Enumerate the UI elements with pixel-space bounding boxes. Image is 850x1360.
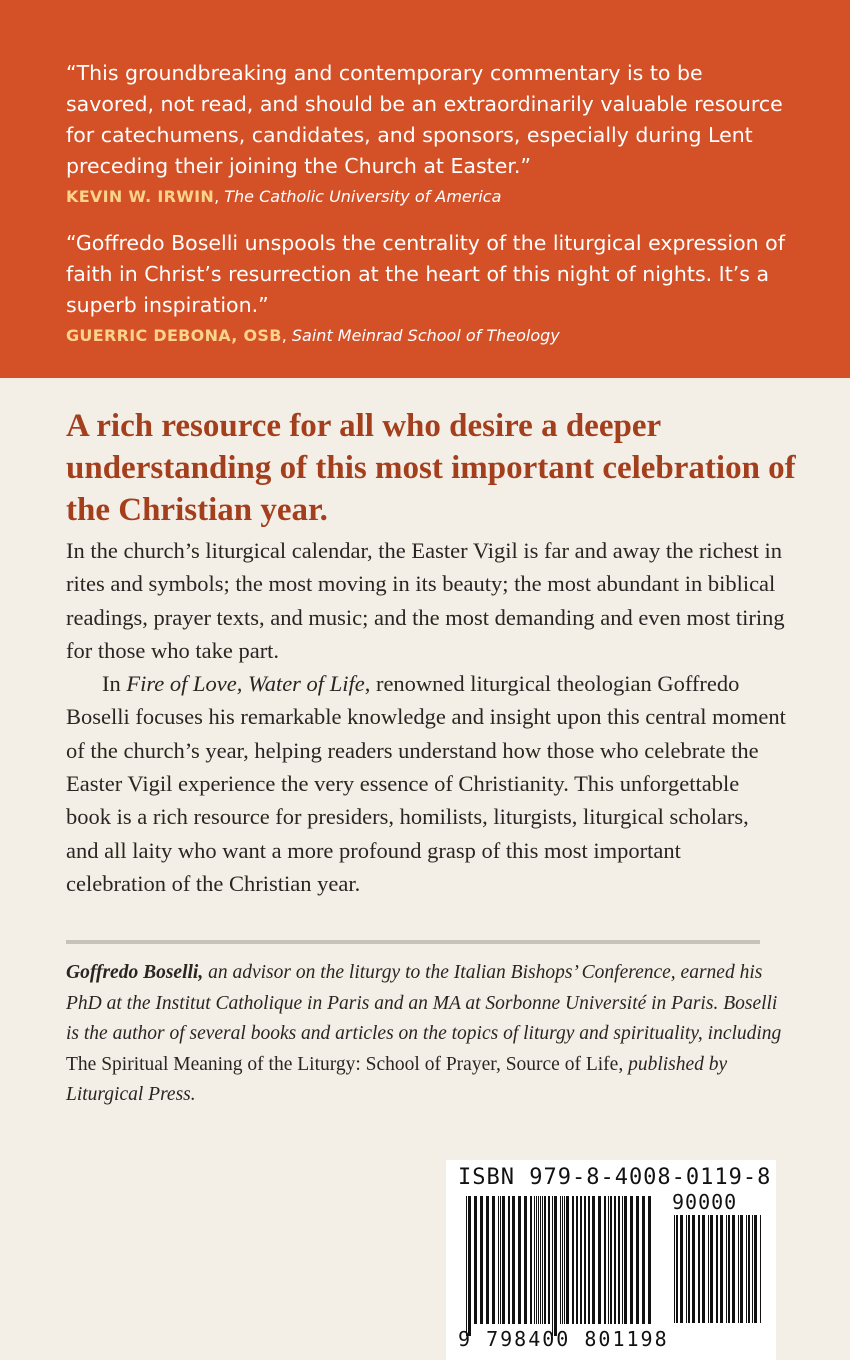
- barcode-bar: [622, 1196, 623, 1324]
- barcode-bar: [760, 1215, 761, 1323]
- quote-author-name: GUERRIC DEBONA, OSB: [66, 326, 282, 345]
- quote-author-name: KEVIN W. IRWIN: [66, 187, 215, 206]
- barcode-bar: [524, 1196, 527, 1324]
- barcode-bar: [630, 1196, 633, 1324]
- barcode-bar: [508, 1196, 510, 1324]
- author-name: Goffredo Boselli,: [66, 962, 204, 983]
- isbn-barcode: [466, 1196, 656, 1336]
- author-bio: Goffredo Boselli, an advisor on the liturgy to the Italian Bishops’ Conference, earned his PhD at the Institut Catholique in Paris and an MA at Sorbonne Université in Paris. Boselli is the author of several books and articles on the topics of liturgy and spirituality, including The Spiritual Meaning of the Liturgy: School of Prayer, Source of Life, published by Liturgical Press.: [66, 962, 782, 1105]
- barcode-bar: [554, 1196, 557, 1336]
- barcode-bar: [572, 1196, 574, 1324]
- barcode-bar: [536, 1196, 537, 1324]
- price-addon-label: 90000: [672, 1190, 738, 1214]
- barcode-bar: [552, 1196, 553, 1336]
- barcode-bar: [542, 1196, 543, 1324]
- related-book-title: The Spiritual Meaning of the Liturgy: School of Prayer, Source of Life,: [66, 1053, 624, 1075]
- barcode-bar: [566, 1196, 569, 1324]
- barcode-bar: [710, 1215, 713, 1323]
- barcode-bar: [534, 1196, 535, 1324]
- barcode-bar: [604, 1196, 606, 1324]
- quote-attribution: GUERRIC DEBONA, OSB, Saint Meinrad School of Theology: [66, 326, 560, 345]
- endorsement-quote-2: [66, 228, 796, 349]
- barcode-bar: [728, 1215, 730, 1323]
- barcode-bar: [466, 1196, 467, 1336]
- barcode-bar: [754, 1215, 757, 1323]
- barcode-bar: [716, 1215, 718, 1323]
- barcode-bar: [560, 1196, 561, 1324]
- quote-attribution: KEVIN W. IRWIN, The Catholic University of America: [66, 187, 502, 206]
- barcode-bar: [576, 1196, 578, 1324]
- barcode-bar: [726, 1215, 727, 1323]
- barcode-bar: [500, 1196, 501, 1324]
- book-description: [66, 534, 786, 900]
- barcode-bar: [502, 1196, 505, 1324]
- barcode-bar: [674, 1215, 675, 1323]
- barcode-bar: [564, 1196, 565, 1324]
- book-title: Fire of Love, Water of Life: [126, 671, 365, 697]
- barcode-bar: [540, 1196, 541, 1324]
- isbn-label: ISBN 979-8-4008-0119-8: [458, 1165, 772, 1190]
- barcode-bar: [748, 1215, 750, 1323]
- barcode-bar: [698, 1215, 700, 1323]
- headline: A rich resource for all who desire a deeper understanding of this most important celebration of the Christian year.: [66, 408, 796, 528]
- barcode-digits: 9 798400 801198: [458, 1327, 669, 1351]
- barcode-bar: [688, 1215, 690, 1323]
- quote-text: “Goffredo Boselli unspools the centrality of the liturgical expression of faith in Christ’s resurrection at the heart of this night of nights. It’s a superb inspiration.”: [66, 231, 785, 317]
- barcode-bar: [648, 1196, 651, 1324]
- barcode-bar: [740, 1215, 743, 1323]
- barcode-bar: [474, 1196, 477, 1324]
- barcode-bar: [738, 1215, 739, 1323]
- barcode-bar: [544, 1196, 546, 1324]
- barcode-bar: [562, 1196, 563, 1324]
- barcode-bar: [588, 1196, 590, 1324]
- barcode-bar: [720, 1215, 723, 1323]
- barcode-bar: [548, 1196, 550, 1324]
- description-paragraph-2: In Fire of Love, Water of Life, renowned liturgical theologian Goffredo Boselli focuses his remarkable knowledge and insight upon this central moment of the church’s year, helping readers understand how those who celebrate the Easter Vigil experience the very essence of Christianity. This unforgettable book is a rich resource for presiders, homilists, liturgists, liturgical scholars, and all laity who want a more profound grasp of this most important celebration of the Christian year.: [66, 671, 786, 896]
- barcode-bar: [692, 1215, 695, 1323]
- barcode-bar: [584, 1196, 586, 1324]
- barcode-bar: [618, 1196, 620, 1324]
- barcode-bar: [708, 1215, 709, 1323]
- barcode-bar: [480, 1196, 483, 1324]
- barcode-bar: [614, 1196, 616, 1324]
- section-divider: [66, 940, 760, 944]
- quote-text: “This groundbreaking and contemporary commentary is to be savored, not read, and should be an extraordinarily valuable resource for catechumens, candidates, and sponsors, especially during Lent preceding their joining the Church at Easter.”: [66, 61, 783, 178]
- barcode-bar: [752, 1215, 753, 1323]
- barcode-bar: [592, 1196, 595, 1324]
- barcode-bar: [636, 1196, 639, 1324]
- barcode-bar: [486, 1196, 489, 1324]
- quote-author-affiliation: The Catholic University of America: [224, 187, 502, 206]
- barcode-bar: [608, 1196, 609, 1324]
- description-paragraph-1: In the church’s liturgical calendar, the Easter Vigil is far and away the richest in rites and symbols; the most moving in its beauty; the most abundant in biblical readings, prayer texts, and music; and the most demanding and even most tiring for those who take part.: [66, 538, 785, 663]
- barcode-bar: [538, 1196, 539, 1324]
- addon-barcode: [674, 1215, 764, 1335]
- barcode-bar: [598, 1196, 601, 1324]
- barcode-bar: [468, 1196, 471, 1336]
- quote-author-affiliation: Saint Meinrad School of Theology: [291, 326, 560, 345]
- barcode-bar: [642, 1196, 645, 1324]
- barcode-bar: [518, 1196, 521, 1324]
- barcode-bar: [498, 1196, 499, 1324]
- barcode-bar: [686, 1215, 687, 1323]
- barcode-bar: [530, 1196, 532, 1324]
- endorsement-quote-1: [66, 58, 796, 210]
- barcode-bar: [512, 1196, 515, 1324]
- barcode-bar: [610, 1196, 612, 1324]
- barcode-bar: [624, 1196, 627, 1324]
- barcode-bar: [702, 1215, 705, 1323]
- barcode-bar: [676, 1215, 678, 1323]
- barcode-bar: [680, 1215, 683, 1323]
- barcode-bar: [492, 1196, 495, 1324]
- barcode-bar: [732, 1215, 735, 1323]
- barcode-bar: [746, 1215, 747, 1323]
- barcode-bar: [580, 1196, 582, 1324]
